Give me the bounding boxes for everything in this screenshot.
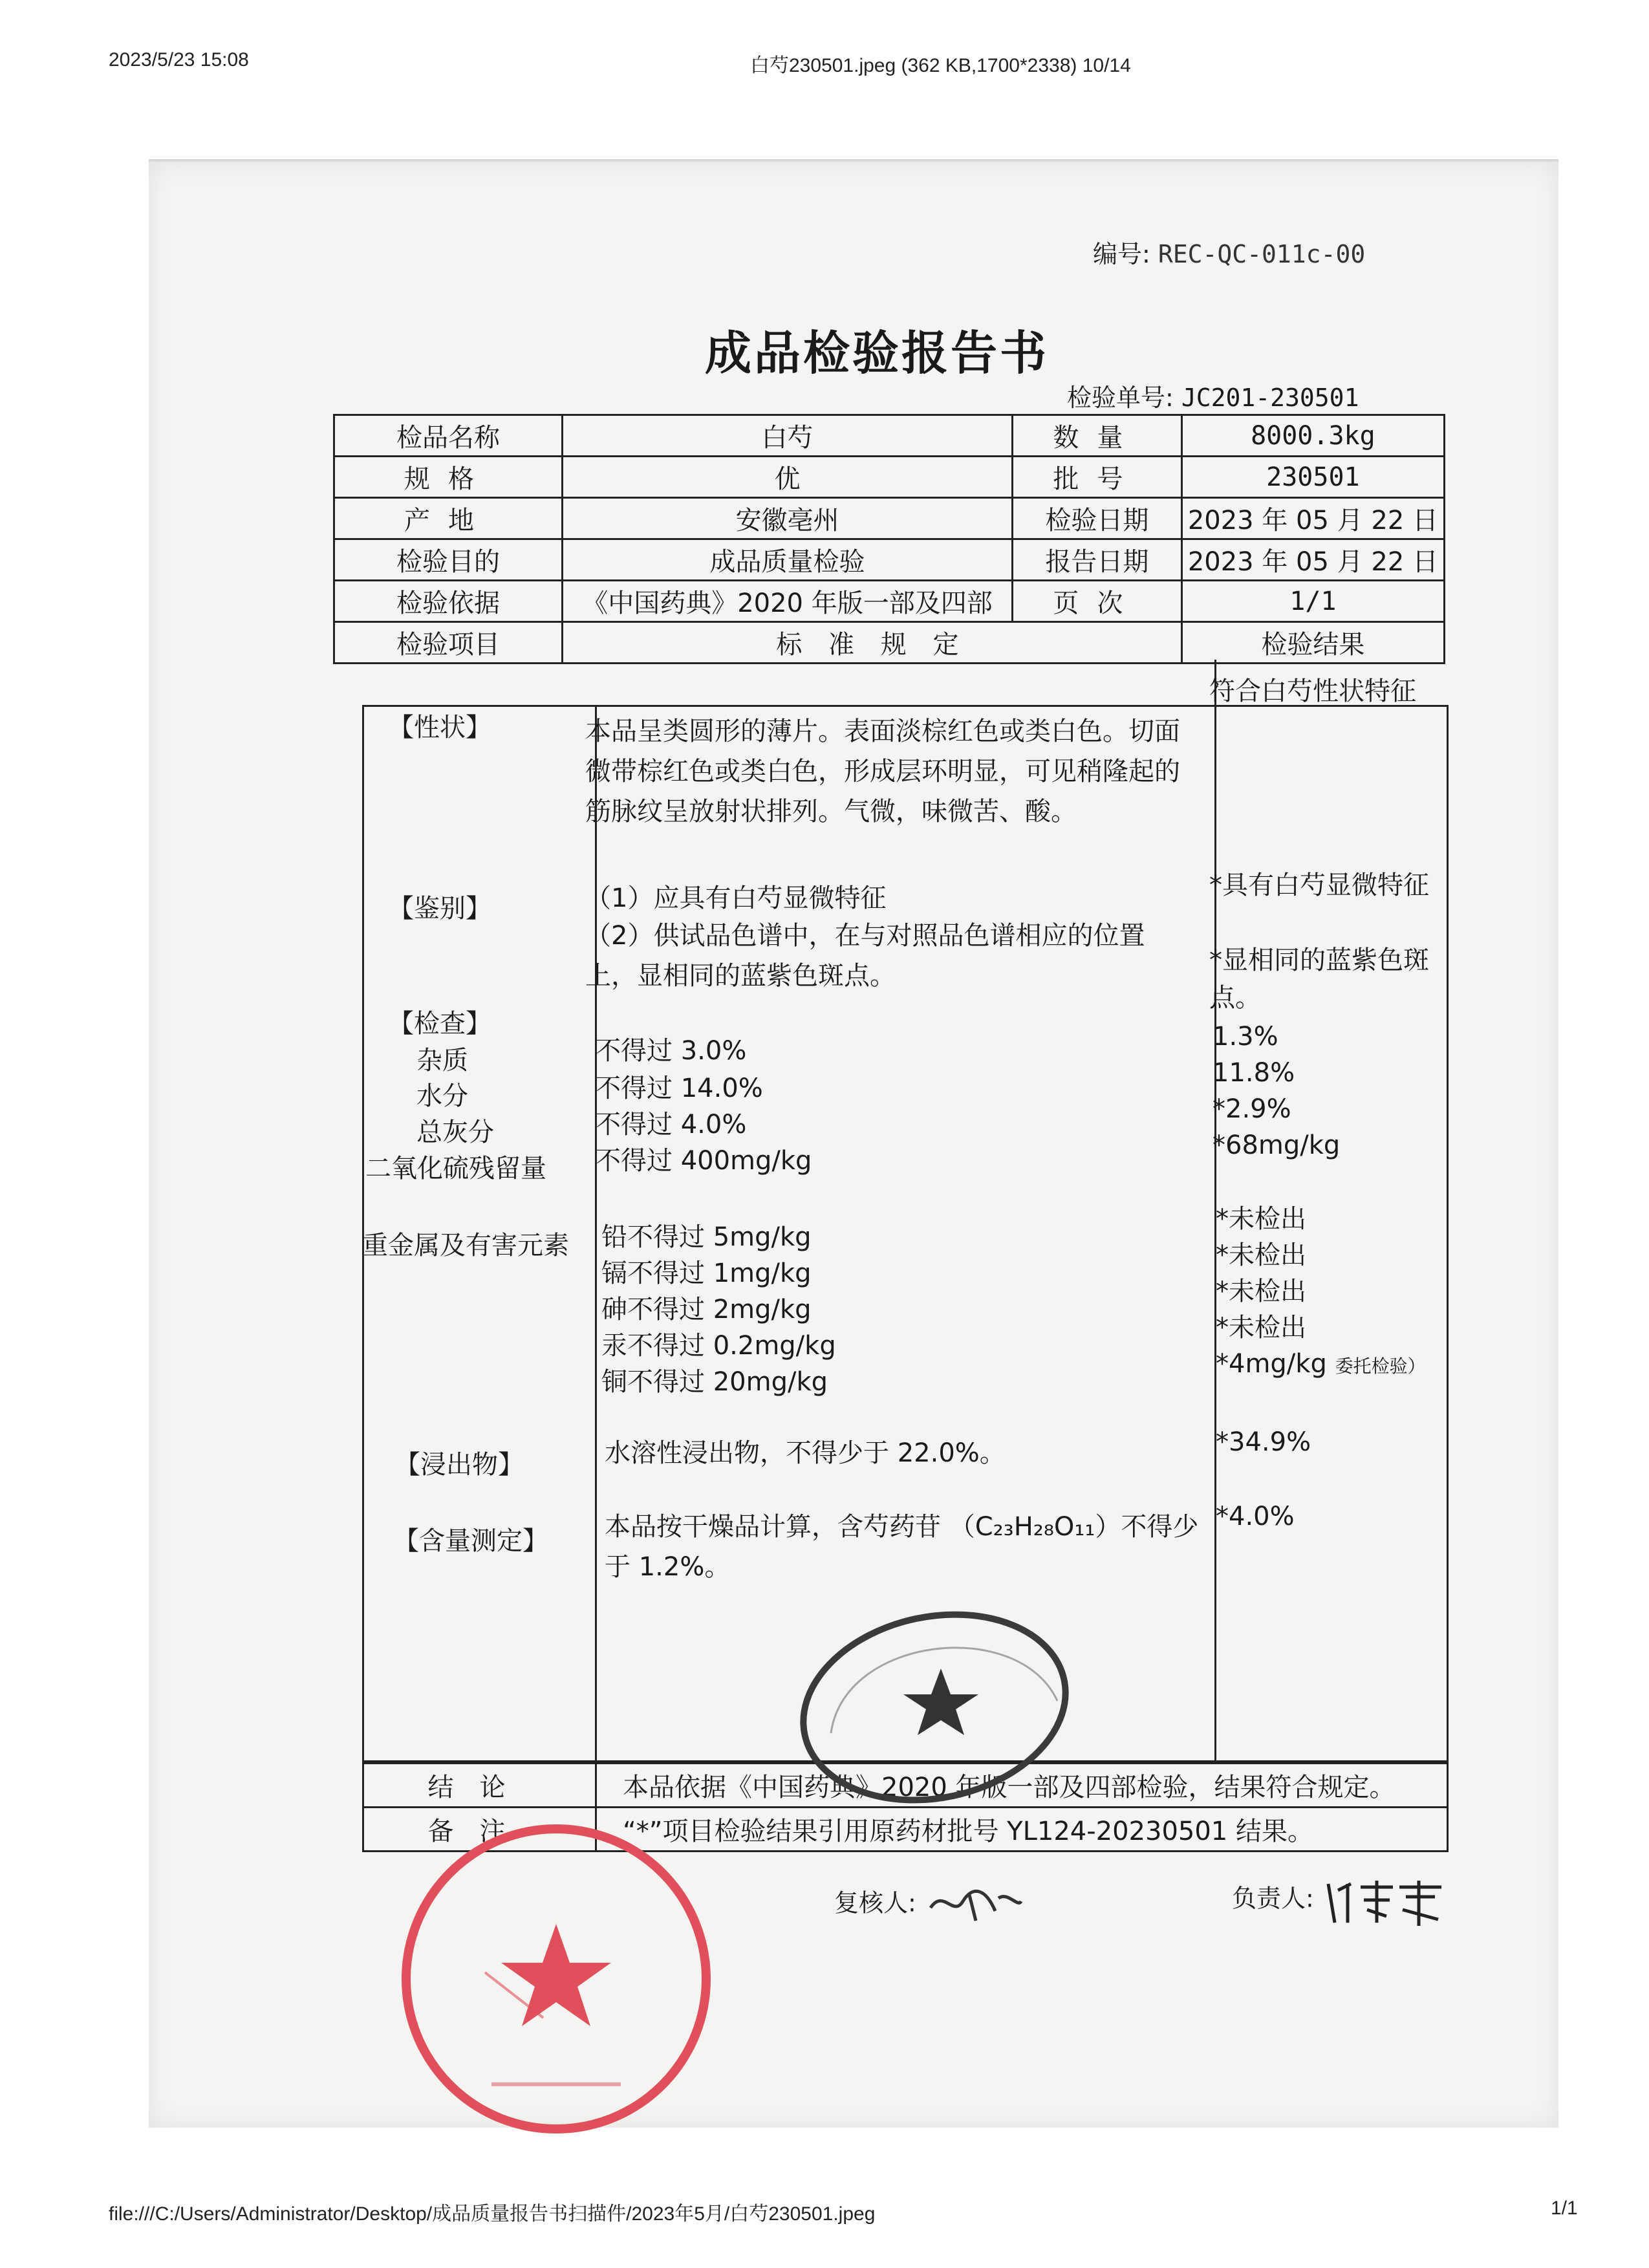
test-date-value: 2023 年 05 月 22 日 [1181, 498, 1444, 539]
table-row [334, 622, 1445, 664]
reviewer-signature [834, 1882, 1028, 1927]
total-ash-standard: 不得过 4.0% [595, 1110, 747, 1139]
extract-result: *34.9% [1216, 1427, 1311, 1457]
document-code-label: 编号: [1093, 240, 1150, 268]
owner-handwriting [1322, 1871, 1451, 1929]
document-code-value: REC-QC-011c-00 [1158, 240, 1366, 268]
total-ash-result: *2.9% [1212, 1094, 1291, 1124]
heavy-metals-label: 重金属及有害元素 [362, 1231, 569, 1260]
standard-header: 标 准 规 定 [563, 622, 1182, 664]
supplier-inspection-stamp [786, 1597, 1083, 1811]
table-row [334, 457, 1445, 498]
table-row [334, 415, 1445, 457]
lead-result: *未检出 [1216, 1204, 1306, 1234]
company-quality-stamp [388, 1811, 724, 2147]
print-date: 2023/5/23 15:08 [109, 49, 249, 70]
origin-value: 安徽亳州 [563, 498, 1013, 539]
identification-result-1: *具有白芍显微特征 [1209, 870, 1429, 900]
impurity-result: 1.3% [1212, 1022, 1278, 1052]
remarks-text: “*”项目检验结果引用原药材批号 YL124-20230501 结果。 [596, 1808, 1448, 1852]
assay-result: *4.0% [1216, 1502, 1295, 1531]
conclusion-label: 结论 [363, 1764, 596, 1808]
moisture-label: 水分 [416, 1081, 468, 1111]
total-ash-label: 总灰分 [416, 1118, 494, 1147]
report-number [1067, 378, 1359, 413]
owner-signature [1232, 1871, 1451, 1929]
column-divider [595, 705, 597, 1762]
page-label: 页次 [1012, 581, 1181, 622]
product-name-value: 白芍 [563, 415, 1013, 457]
purpose-value: 成品质量检验 [563, 539, 1013, 581]
origin-label: 产地 [334, 498, 563, 539]
assay-standard: 本品按干燥品计算，含芍药苷 （C₂₃H₂₈O₁₁）不得少于 1.2%。 [605, 1512, 1199, 1582]
table-row [334, 581, 1445, 622]
moisture-result: 11.8% [1212, 1058, 1295, 1088]
basis-value: 《中国药典》2020 年版一部及四部 [563, 581, 1013, 622]
spec-value: 优 [563, 457, 1013, 498]
spec-label: 规格 [334, 457, 563, 498]
extract-label: 【浸出物】 [394, 1450, 524, 1480]
so2-residue-standard: 不得过 400mg/kg [595, 1146, 812, 1176]
lead-standard: 铅不得过 5mg/kg [601, 1222, 812, 1252]
basis-label: 检验依据 [334, 581, 563, 622]
table-row [334, 539, 1445, 581]
owner-label: 负责人: [1232, 1884, 1314, 1913]
quantity-value: 8000.3kg [1181, 415, 1444, 457]
report-number-label: 检验单号: [1067, 383, 1174, 412]
reviewer-label: 复核人: [834, 1888, 916, 1917]
moisture-standard: 不得过 14.0% [595, 1074, 763, 1103]
assay-label: 【含量测定】 [393, 1526, 548, 1556]
impurity-standard: 不得过 3.0% [595, 1036, 747, 1066]
appearance-standard: 本品呈类圆形的薄片。表面淡棕红色或类白色。切面微带棕红色或类白色，形成层环明显，可见稍隆起的筋脉纹呈放射状排列。气微，味微苦、酸。 [585, 717, 1180, 826]
extract-standard: 水溶性浸出物，不得少于 22.0%。 [605, 1438, 1006, 1468]
cadmium-result: *未检出 [1216, 1240, 1306, 1270]
arsenic-result: *未检出 [1216, 1277, 1306, 1306]
arsenic-standard: 砷不得过 2mg/kg [601, 1295, 812, 1324]
purpose-label: 检验目的 [334, 539, 563, 581]
remarks-label: 备注 [363, 1808, 596, 1852]
copper-standard: 铜不得过 20mg/kg [601, 1367, 828, 1397]
inspection-label: 【检查】 [388, 1009, 491, 1039]
impurity-label: 杂质 [416, 1046, 468, 1075]
print-page-number: 1/1 [1551, 2198, 1578, 2219]
product-name-label: 检品名称 [334, 415, 563, 457]
document-title: 成品检验报告书 [705, 325, 1050, 380]
appearance-label: 【性状】 [388, 713, 491, 742]
copper-result-note: 委托检验） [1335, 1355, 1426, 1377]
identification-label: 【鉴别】 [388, 894, 491, 923]
report-date-value: 2023 年 05 月 22 日 [1181, 539, 1444, 581]
so2-residue-result: *68mg/kg [1212, 1130, 1341, 1160]
batch-label: 批号 [1012, 457, 1181, 498]
so2-residue-label: 二氧化硫残留量 [365, 1154, 546, 1183]
batch-value: 230501 [1181, 457, 1444, 498]
report-number-value: JC201-230501 [1181, 383, 1359, 412]
item-header: 检验项目 [334, 622, 563, 664]
cadmium-standard: 镉不得过 1mg/kg [601, 1258, 812, 1288]
quantity-label: 数量 [1012, 415, 1181, 457]
print-file-path[interactable]: file:///C:/Users/Administrator/Desktop/成品质量报告书扫描件/2023年5月/白芍230501.jpeg [109, 2203, 876, 2225]
reviewer-handwriting [924, 1882, 1028, 1927]
print-file-title: 白芍230501.jpeg (362 KB,1700*2338) 10/14 [750, 55, 1131, 76]
copper-result [1216, 1348, 1426, 1380]
appearance-result: 符合白芍性状特征 [1209, 676, 1416, 706]
info-table [333, 414, 1445, 664]
table-row [334, 498, 1445, 539]
conclusion-text: 本品依据《中国药典》2020 年版一部及四部检验，结果符合规定。 [596, 1764, 1448, 1808]
identification-standard-2: （2）供试品色谱中，在与对照品色谱相应的位置上，显相同的蓝紫色斑点。 [585, 921, 1145, 991]
identification-standard-1: （1）应具有白芍显微特征 [585, 883, 887, 913]
report-date-label: 报告日期 [1012, 539, 1181, 581]
document-code [1093, 234, 1365, 270]
identification-result-2: *显相同的蓝紫色斑点。 [1209, 945, 1429, 1013]
result-header: 检验结果 [1181, 622, 1444, 664]
test-date-label: 检验日期 [1012, 498, 1181, 539]
page-value: 1/1 [1181, 581, 1444, 622]
mercury-result: *未检出 [1216, 1313, 1306, 1343]
copper-result-value: *4mg/kg [1216, 1349, 1327, 1379]
mercury-standard: 汞不得过 0.2mg/kg [601, 1331, 836, 1361]
